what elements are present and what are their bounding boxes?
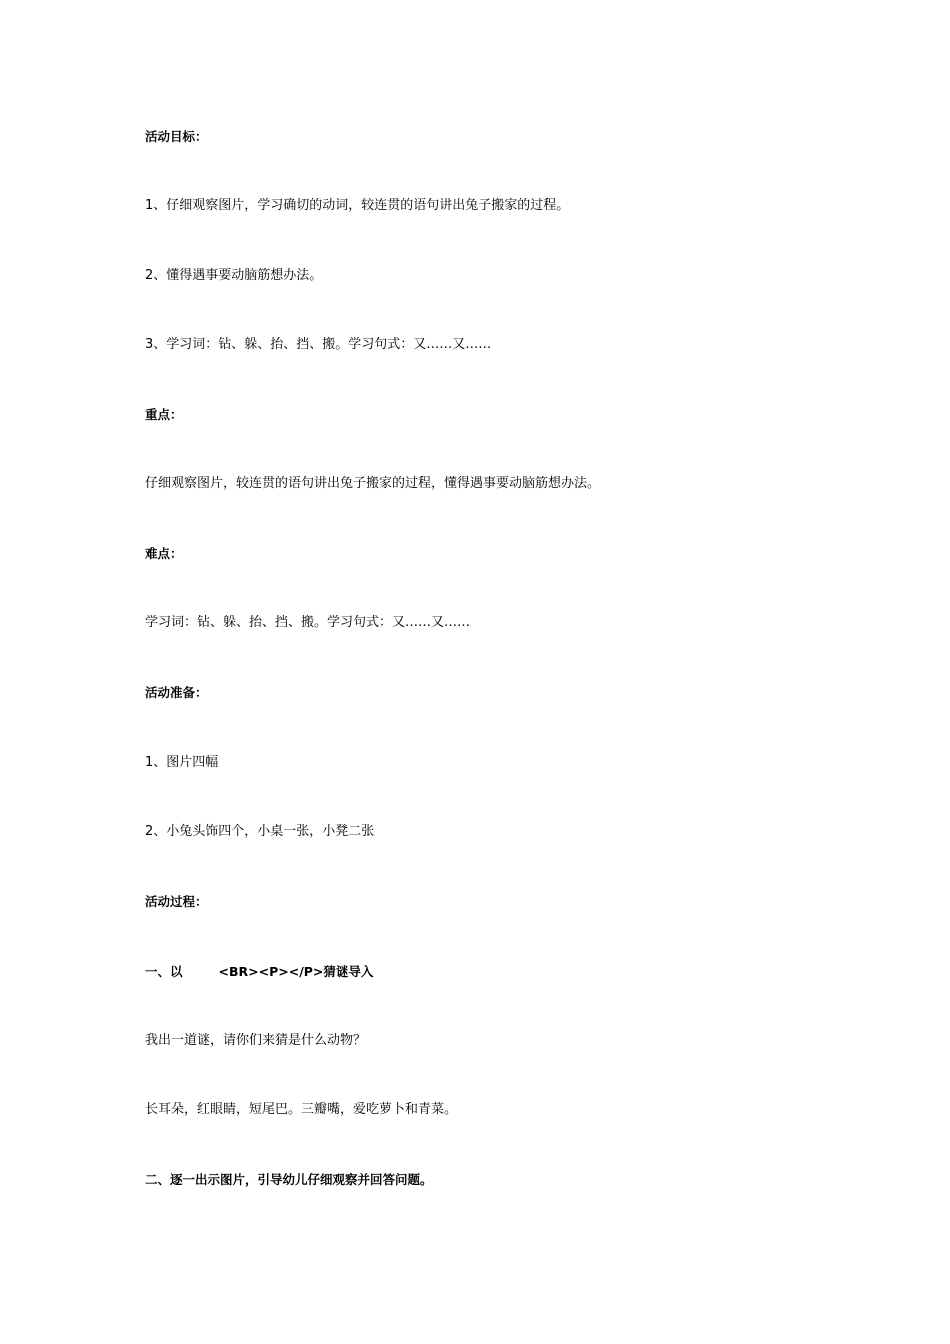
heading-difficulties: 难点： [145, 546, 183, 561]
heading-preparation: 活动准备： [145, 685, 208, 700]
prep-item-1: 1、图片四幅 [145, 755, 219, 770]
heading-activity-goals: 活动目标： [145, 129, 208, 144]
heading-process: 活动过程： [145, 894, 208, 909]
difficulties-text: 学习词：钻、躲、抬、挡、搬。学习句式：又……又…… [145, 615, 471, 630]
key-points-text: 仔细观察图片，较连贯的语句讲出兔子搬家的过程，懂得遇事要动脑筋想办法。 [145, 476, 601, 491]
goal-item-2: 2、懂得遇事要动脑筋想办法。 [145, 268, 323, 283]
riddle-intro: 我出一道谜，请你们来猜是什么动物？ [145, 1033, 367, 1048]
goal-item-3: 3、学习词：钻、躲、抬、挡、搬。学习句式：又……又…… [145, 337, 492, 352]
goal-item-1: 1、仔细观察图片，学习确切的动词，较连贯的语句讲出兔子搬家的过程。 [145, 198, 570, 213]
process-step-1 [145, 963, 373, 981]
prep-item-2: 2、小兔头饰四个，小桌一张，小凳二张 [145, 824, 375, 839]
riddle-text: 长耳朵，红眼睛，短尾巴。三瓣嘴，爱吃萝卜和青菜。 [145, 1102, 458, 1117]
process-step-1-prefix: 一、以 [145, 964, 183, 979]
process-step-1-suffix: <BR><P></P>猜谜导入 [218, 964, 374, 979]
heading-key-points: 重点： [145, 407, 183, 422]
process-step-2: 二、逐一出示图片，引导幼儿仔细观察并回答问题。 [145, 1172, 433, 1187]
